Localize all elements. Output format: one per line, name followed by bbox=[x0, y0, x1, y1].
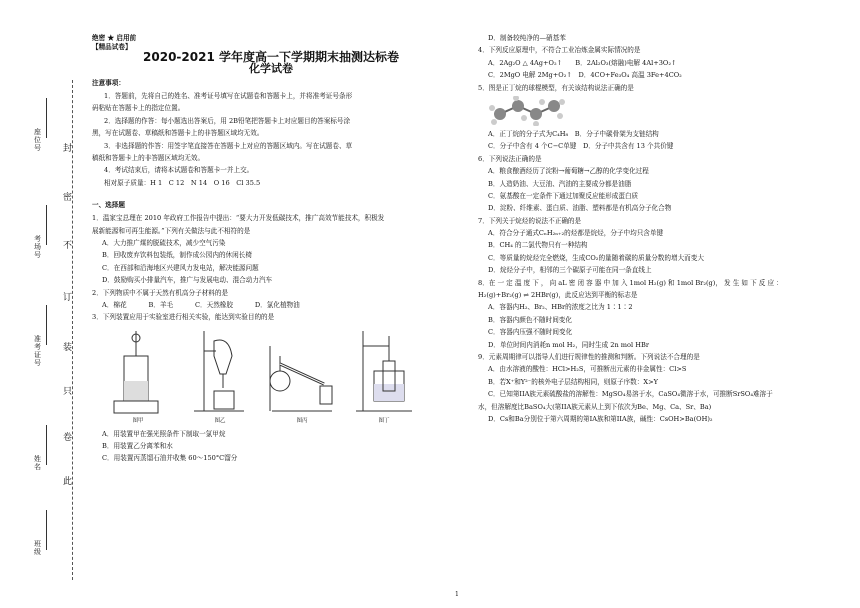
exam-room-field[interactable]: 考场号 bbox=[34, 235, 48, 259]
apparatus-figure bbox=[102, 326, 450, 426]
notes-line: 2．选择题的作答：每小题选出答案后，用 2B铅笔把答题卡上对应题目的答案标号涂 bbox=[104, 116, 351, 125]
question-stem: H₂(g)+Br₂(g) ⇌ 2HBr(g)，此反应达到平衡的标志是 bbox=[478, 291, 638, 300]
notes-line: 3．非选择题的作答：用签字笔直接答在答题卡上对应的答题区域内。写在试题卷、草 bbox=[104, 141, 353, 150]
page-number: 1 bbox=[455, 591, 459, 598]
notes-line: 黑，写在试题卷、草稿纸和答题卡上的非答题区域均无效。 bbox=[92, 129, 264, 138]
question-stem: 7．下列关于烷烃的说法不正确的是 bbox=[478, 216, 582, 225]
binding-margin bbox=[0, 0, 80, 608]
question-stem: 1．温家宝总理在 2010 年政府工作报告中提出：“要大力开发低碳技术，推广高效节能技术，积极发 bbox=[92, 214, 385, 223]
secret-label: 绝密 ★ 启用前 bbox=[92, 34, 137, 42]
seal-char: 只 bbox=[63, 387, 73, 397]
option[interactable]: D．烷烃分子中，相邻的三个碳原子可能在同一条直线上 bbox=[488, 266, 652, 275]
notes-line: 4．考试结束后，请将本试题卷和答题卡一并上交。 bbox=[104, 166, 254, 175]
option[interactable]: A．棉花 bbox=[102, 300, 127, 309]
option-row bbox=[92, 301, 450, 309]
subject-title: 化学试卷 bbox=[249, 61, 293, 75]
option[interactable]: A．容器内H₂、Br₂、HBr的浓度之比为 1∶1∶2 bbox=[488, 303, 633, 312]
option[interactable]: D．单位时间内消耗n mol H₂，同时生成 2n mol HBr bbox=[488, 340, 649, 349]
apparatus-bing bbox=[266, 326, 338, 426]
option[interactable]: D．制备较纯净的—硝基苯 bbox=[488, 34, 566, 42]
option[interactable]: A．符合分子通式CₙH₂ₙ₊₂的烃都是烷烃，分子中均只含单键 bbox=[488, 229, 664, 238]
option[interactable]: C．氨基酸在一定条件下通过加聚反应能形成蛋白质 bbox=[488, 191, 639, 200]
option[interactable]: A．用装置甲在强光照条件下制取一氯甲烷 bbox=[102, 429, 226, 438]
option[interactable]: D．氯化植物油 bbox=[254, 300, 300, 309]
right-column bbox=[478, 34, 850, 427]
option[interactable]: C．在西部和沿海地区兴建风力发电站，解决能源问题 bbox=[102, 263, 259, 272]
question-stem: 2．下列物质中不属于天然有机高分子材料的是 bbox=[92, 288, 229, 297]
option[interactable]: B．人造奶油、大豆油、汽油的主要成分都是油脂 bbox=[488, 179, 632, 188]
question-stem: 9．元素周期律可以指导人们进行规律性的推测和判断。下列说法不合理的是 bbox=[478, 352, 700, 361]
option[interactable]: C．等质量的烷烃完全燃烧，生成CO₂的量随着碳的质量分数的增大而变大 bbox=[488, 253, 704, 262]
seal-char: 不 bbox=[63, 241, 73, 251]
figure-caption: 图丁 bbox=[378, 418, 390, 425]
apparatus-jia bbox=[102, 326, 174, 426]
question-stem: 5．图是正丁烷的球棍模型，有关该结构说法正确的是 bbox=[478, 83, 634, 92]
notes-line: 稿纸和答题卡上的非答题区域均无效。 bbox=[92, 153, 205, 162]
question-stem: 8．在 一 定 温 度 下 ， 向 aL 密 闭 容 器 中 加 入 1mol H₂(g) 和 1mol Br₂(g)， 发 生 如 下 反 应 ： bbox=[478, 278, 783, 287]
seal-char: 密 bbox=[63, 193, 73, 203]
butane-ball-stick-model bbox=[488, 96, 568, 126]
option[interactable]: C．用装置丙蒸馏石油并收集 60～150°C馏分 bbox=[102, 454, 238, 463]
class-field[interactable]: 班级 bbox=[34, 540, 48, 556]
admission-number-field[interactable]: 准考证号 bbox=[34, 335, 48, 367]
option-row[interactable]: C．分子中含有 4 个C−C单键 D．分子中共含有 13 个共价键 bbox=[488, 142, 674, 151]
seal-char: 装 bbox=[63, 343, 73, 353]
option[interactable]: A．大力推广煤的脱硫技术，减少空气污染 bbox=[102, 238, 226, 247]
option[interactable]: B．回收废弃饮料包装纸，制作成公园内的休闲长椅 bbox=[102, 251, 252, 260]
option[interactable]: B．羊毛 bbox=[148, 300, 174, 309]
option[interactable]: B．若X⁺和Y²⁻的核外电子层结构相同，则原子序数：X>Y bbox=[488, 377, 658, 386]
notes-line: 码粘贴在答题卡上的指定位置。 bbox=[92, 104, 185, 113]
option[interactable]: C．天然橡胶 bbox=[194, 300, 233, 309]
question-stem: 6．下列说法正确的是 bbox=[478, 154, 542, 163]
left-column bbox=[92, 34, 450, 467]
seal-char: 封 bbox=[63, 144, 73, 154]
option-row[interactable]: A．正丁烷的分子式为C₄H₈ B．分子中碳骨架为支链结构 bbox=[488, 129, 659, 138]
apparatus-ding bbox=[348, 326, 420, 426]
notes-heading: 注意事项： bbox=[92, 78, 125, 87]
seal-char: 此 bbox=[63, 477, 73, 487]
option[interactable]: D．淀粉、纤维素、蛋白质、油脂、塑料都是有机高分子化合物 bbox=[488, 204, 672, 213]
question-stem: 4．下列反应原理中，不符合工业冶炼金属实际情况的是 bbox=[478, 46, 641, 55]
question-stem: 3．下列装置应用于实验室进行相关实验，能达到实验目的的是 bbox=[92, 313, 275, 322]
seal-char: 卷 bbox=[63, 433, 73, 443]
option-continuation: 水，但溶解度比BaSO₄大(第IIA族元素从上到下依次为Be、Mg、Ca、Sr、Ba) bbox=[478, 402, 712, 411]
seat-number-field[interactable]: 座位号 bbox=[34, 128, 48, 152]
atomic-mass-line: 相对原子质量：H 1 C 12 N 14 O 16 Cl 35.5 bbox=[104, 178, 261, 187]
option[interactable]: B．CH₄ 的二氯代物只有一种结构 bbox=[488, 241, 588, 250]
option[interactable]: D．Cs和Ba分别位于第六周期的第IA族和第IIA族，碱性：CsOH>Ba(OH)₂ bbox=[488, 414, 713, 423]
option-row[interactable]: A．2Ag₂O △ 4Ag+O₂↑ B．2Al₂O₃(熔融)电解 4Al+3O₂↑ bbox=[488, 58, 677, 67]
option[interactable]: A．粮食酿酒经历了淀粉→葡萄糖→乙醇的化学变化过程 bbox=[488, 167, 649, 176]
option-row[interactable]: C．2MgO 电解 2Mg+O₂↑ D．4CO+Fe₃O₄ 高温 3Fe+4CO₂ bbox=[488, 71, 682, 80]
premium-tag: 【精品试卷】 bbox=[92, 43, 132, 52]
question-stem: 展新能源和可再生能源。”下列有关做法与此不相符的是 bbox=[92, 226, 251, 235]
exam-title: 2020-2021 学年度高一下学期期末抽测达标卷 bbox=[143, 50, 399, 65]
option[interactable]: D．鼓励购买小排量汽车，推广与发展电动、混合动力汽车 bbox=[102, 276, 273, 285]
figure-caption: 图甲 bbox=[132, 418, 144, 425]
option[interactable]: A．由水溶液的酸性：HCl>H₂S，可推断出元素的非金属性：Cl>S bbox=[488, 365, 687, 374]
option[interactable]: C．已知第IIA族元素硫酸盐的溶解性：MgSO₄易溶于水，CaSO₄微溶于水，可推断SrSO₄难溶于 bbox=[488, 390, 773, 399]
option[interactable]: C．容器内压强不随时间变化 bbox=[488, 328, 573, 337]
seal-char: 订 bbox=[63, 293, 73, 303]
apparatus-yi bbox=[184, 326, 256, 426]
figure-caption: 图乙 bbox=[214, 418, 226, 425]
notes-line: 1．答题前，先将自己的姓名、准考证号填写在试题卷和答题卡上，并将准考证号条形 bbox=[104, 92, 353, 101]
seal-line bbox=[72, 80, 73, 580]
figure-caption: 图丙 bbox=[296, 418, 308, 425]
option[interactable]: B．容器内颜色不随时间变化 bbox=[488, 315, 572, 324]
section-heading: 一、选择题 bbox=[92, 200, 125, 209]
name-field[interactable]: 姓名 bbox=[34, 455, 48, 471]
option[interactable]: B．用装置乙分离苯和水 bbox=[102, 442, 173, 451]
